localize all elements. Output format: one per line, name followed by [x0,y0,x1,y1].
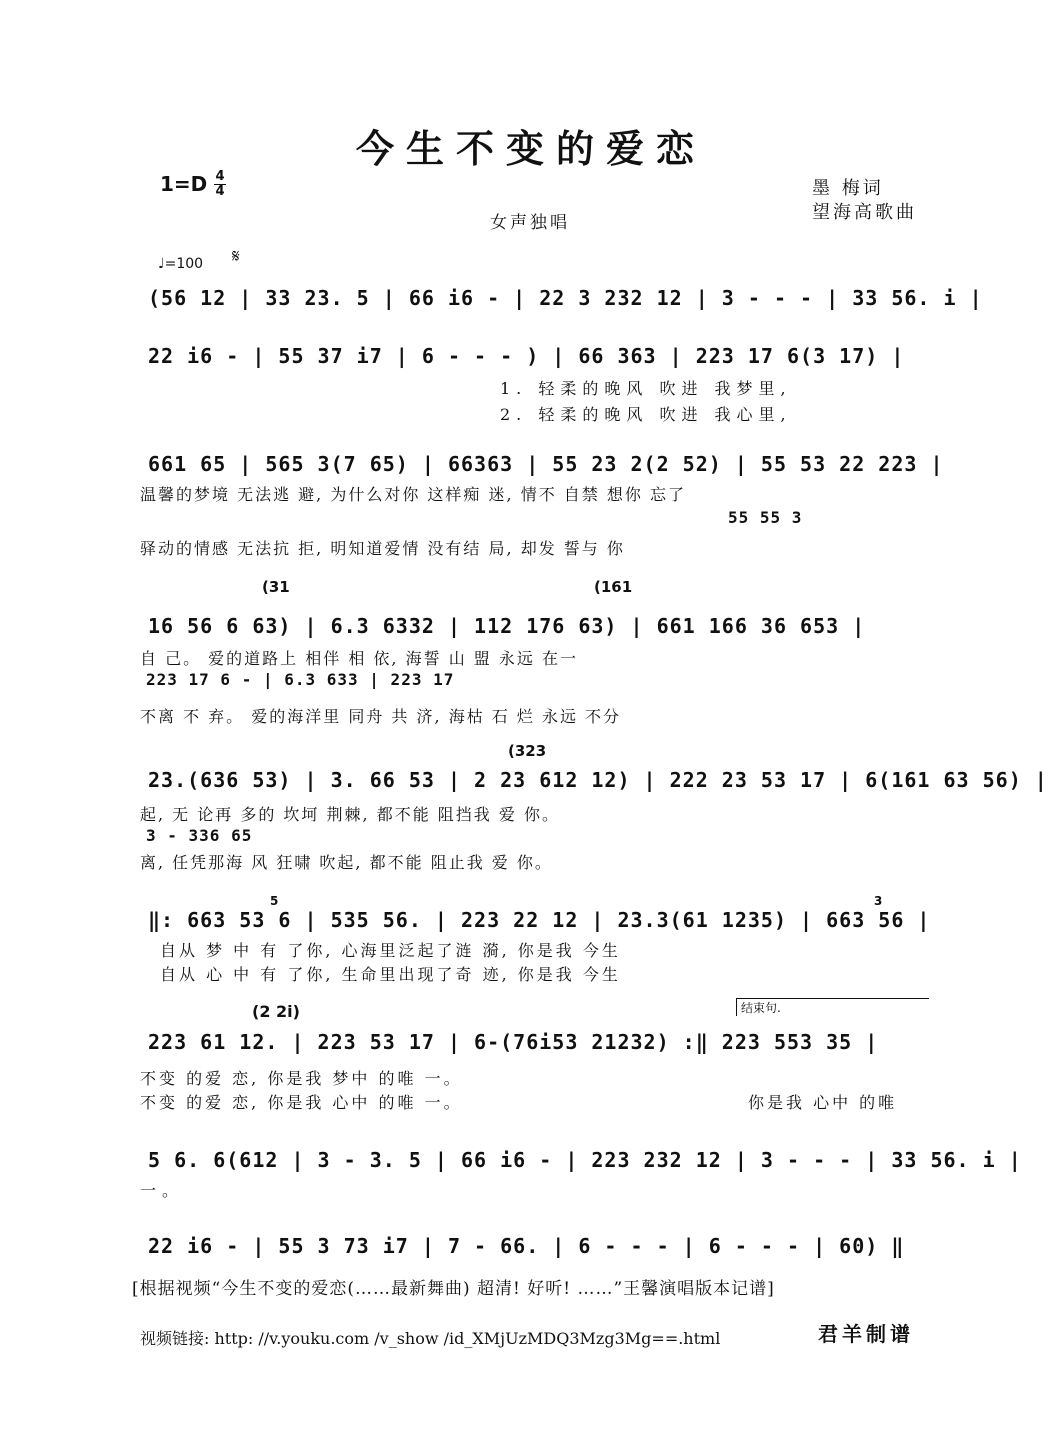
lyric-line-4b: 不离 不 弃。 爱的海洋里 同舟 共 济, 海枯 石 烂 永远 不分 [140,707,622,726]
staff-notes: 23.(636 53) | 3. 66 53 | 2 23 612 12) | 222 23 53 17 | 6(161 63 56) | [148,768,1048,792]
volta-2: (161 [594,578,633,596]
staff-notes: (56 12 | 33 23. 5 | 66 i6 - | 22 3 232 12 | 3 - - - | 33 56. i | [148,286,983,310]
time-signature-top: 4 [215,169,225,184]
staff-line-1 [140,278,983,318]
lyric-line-6b: 自从 心 中 有 了你, 生命里出现了奇 迹, 你是我 今生 [160,965,621,984]
lyric-line-7b: 不变 的爱 恋, 你是我 心中 的唯 一。 [140,1093,463,1112]
alt-notes-3-text: 55 55 3 [728,508,803,527]
lyric-line-5a: 起, 无 论再 多的 坎坷 荆棘, 都不能 阻挡我 爱 你。 [140,805,560,824]
lyric-line-7b-end: 你是我 心中 的唯 [748,1093,898,1112]
staff-notes: 223 61 12. | 223 53 17 | 6-(76i53 21232) :‖ 223 553 35 | [148,1030,879,1054]
lyric-line-6a: 自从 梦 中 有 了你, 心海里泛起了涟 漪, 你是我 今生 [160,941,621,960]
staff-line-8 [140,1140,1022,1180]
staff-line-7 [140,1022,930,1062]
staff-line-9 [140,1226,930,1266]
staff-line-2 [140,336,930,376]
staff-line-3 [140,444,944,484]
staff-line-5 [140,760,1048,800]
lyricist-credit: 墨 梅词 [812,178,884,199]
video-link[interactable]: 视频链接: http: //v.youku.com /v_show /id_XMjUzMDQ3Mzg3Mg==.html [140,1329,721,1348]
staff-notes: 22 i6 - | 55 3 73 i7 | 7 - 66. | 6 - - - | 6 - - - | 60) ‖ [148,1234,905,1258]
time-signature [214,170,226,199]
composer-credit: 望海高歌曲 [812,202,917,223]
time-signature-bottom: 4 [215,184,225,199]
lyric-line-4a: 自 己。 爱的道路上 相伴 相 依, 海誓 山 盟 永远 在一 [140,649,578,668]
staff-notes: ‖: 663 53 6 | 535 56. | 223 22 12 | 23.3(61 1235) | 663 56 | [148,908,931,932]
staff-notes: 661 65 | 565 3(7 65) | 66363 | 55 23 2(2 52) | 55 53 22 223 | [148,452,944,476]
segno-icon: 𝄋 [232,246,240,267]
key-signature: 1=D [160,172,208,196]
staff-notes: 16 56 6 63) | 6.3 6332 | 112 176 63) | 661 166 36 653 | [148,614,866,638]
grace-note-1: 5 [270,894,279,908]
page-title: 今生不变的爱恋 [355,126,706,171]
transcriber-signature: 君羊制谱 [818,1322,914,1346]
volta-3: (323 [508,742,547,760]
lyric-verse-1: 1. 轻柔的晚风 吹进 我梦里, [500,379,792,398]
performer-label: 女声独唱 [490,213,570,233]
lyric-line-3b: 驿动的情感 无法抗 拒, 明知道爱情 没有结 局, 却发 誓与 你 [140,539,625,558]
lyric-line-5b: 离, 任凭那海 风 狂啸 吹起, 都不能 阻止我 爱 你。 [140,853,553,872]
lyric-line-3a: 温馨的梦境 无法逃 避, 为什么对你 这样痴 迷, 情不 自禁 想你 忘了 [140,485,686,504]
source-footnote: [根据视频“今生不变的爱恋(……最新舞曲) 超清! 好听! ……”王馨演唱版本记谱] [132,1279,775,1299]
ending-label: 结束句. [736,998,929,1016]
staff-line-4 [140,606,930,646]
lyric-line-8a: 一。 [140,1181,185,1200]
tempo-marking: ♩=100 [158,256,204,272]
staff-notes: 22 i6 - | 55 37 i7 | 6 - - - ) | 66 363 | 223 17 6(3 17) | [148,344,905,368]
lyric-verse-2: 2. 轻柔的晚风 吹进 我心里, [500,405,792,424]
grace-note-2: 3 [874,894,883,908]
volta-1: (31 [262,578,290,596]
alt-small-notes: (2 2i) [252,1002,300,1021]
lyric-line-7a: 不变 的爱 恋, 你是我 梦中 的唯 一。 [140,1069,463,1088]
alt-notes-5-text: 3 - 336 65 [146,826,253,845]
staff-line-6 [140,900,930,940]
alt-notes-4-text: 223 17 6 - | 6.3 633 | 223 17 [146,670,455,689]
staff-notes: 5 6. 6(612 | 3 - 3. 5 | 66 i6 - | 223 232 12 | 3 - - - | 33 56. i | [148,1148,1022,1172]
